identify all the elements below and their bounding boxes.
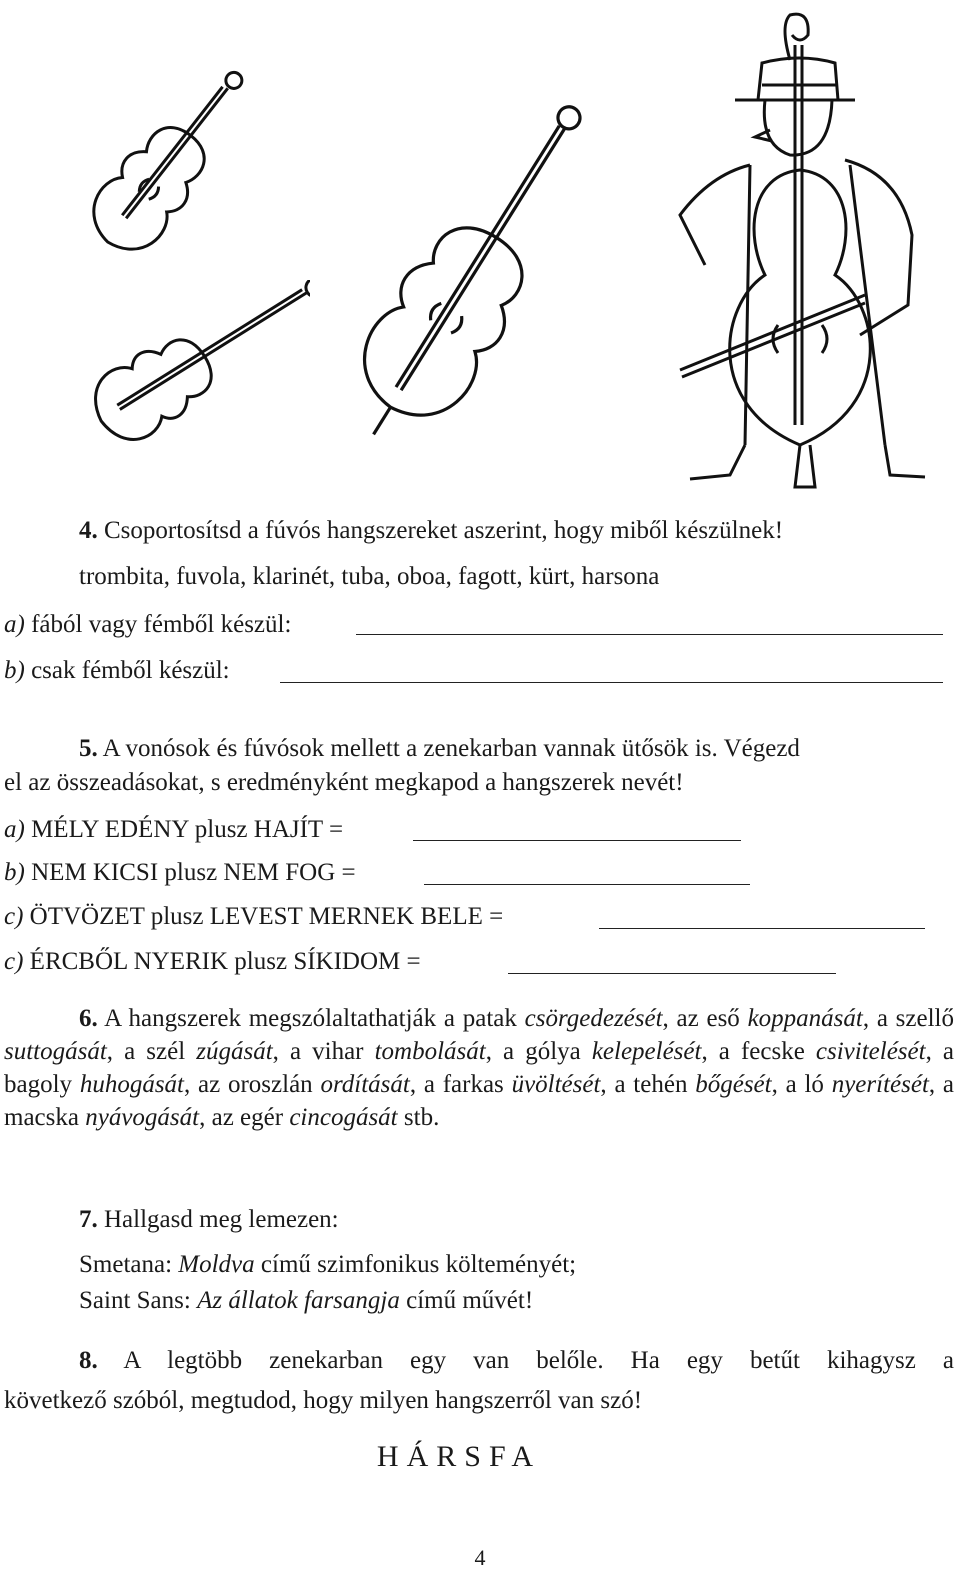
q4-answer-line-a[interactable] bbox=[356, 634, 943, 635]
q5-intro-line2: el az összeadásokat, s eredményként megkapod a hangszerek nevét! bbox=[4, 769, 684, 796]
q4-word-list: trombita, fuvola, klarinét, tuba, oboa, fagott, kürt, harsona bbox=[79, 563, 660, 590]
violin-drawing-lower bbox=[40, 280, 310, 470]
q7-title: 7. Hallgasd meg lemezen: bbox=[79, 1206, 339, 1233]
q5-answer-line-b[interactable] bbox=[424, 884, 750, 885]
q5-answer-line-a[interactable] bbox=[413, 840, 741, 841]
q5-item-c: c) ÖTVÖZET plusz LEVEST MERNEK BELE = bbox=[4, 903, 504, 930]
q7-line2: Saint Sans: Az állatok farsangja című művét! bbox=[79, 1287, 534, 1314]
double-bass-player-drawing bbox=[650, 5, 940, 490]
instrument-illustrations bbox=[0, 0, 960, 500]
q7-line1: Smetana: Moldva című szimfonikus költeményét; bbox=[79, 1251, 577, 1278]
q6-paragraph: 6. A hangszerek megszólaltathatják a patak csörgedezését, az eső koppanását, a szellő suttogását, a szél zúgását, a vihar tombolását, a gólya kelepelését, a fecske csivitelését, a bagoly huhogását, az oroszlán ordítását, a farkas üvöltését, a tehén bőgését, a ló nyerítését, a macska nyávogását, az egér cincogását stb. bbox=[4, 1005, 955, 1131]
q4-title: 4. Csoportosítsd a fúvós hangszereket aszerint, hogy miből készülnek! bbox=[79, 517, 784, 544]
page-number: 4 bbox=[474, 1545, 486, 1570]
q8-word: HÁRSFA bbox=[376, 1440, 542, 1473]
q8-line1: 8. A legtöbb zenekarban egy van belőle. Ha egy betűt kihagysz a bbox=[79, 1347, 954, 1374]
q4-answer-line-b[interactable] bbox=[280, 682, 943, 683]
violin-drawing-upper bbox=[70, 55, 250, 295]
q4-item-a: a) fából vagy fémből készül: bbox=[4, 611, 292, 638]
q5-item-c2: c) ÉRCBŐL NYERIK plusz SÍKIDOM = bbox=[4, 948, 421, 975]
q4-item-b: b) csak fémből készül: bbox=[4, 657, 230, 684]
q8-line2: következő szóból, megtudod, hogy milyen hangszerről van szó! bbox=[4, 1387, 643, 1414]
q5-item-b: b) NEM KICSI plusz NEM FOG = bbox=[4, 859, 356, 886]
q5-answer-line-c2[interactable] bbox=[508, 973, 836, 974]
cello-drawing bbox=[320, 90, 620, 470]
q5-intro-line1: 5. A vonósok és fúvósok mellett a zenekarban vannak ütősök is. Végezd bbox=[79, 735, 800, 762]
q5-answer-line-c[interactable] bbox=[599, 928, 925, 929]
q5-item-a: a) MÉLY EDÉNY plusz HAJÍT = bbox=[4, 816, 344, 843]
